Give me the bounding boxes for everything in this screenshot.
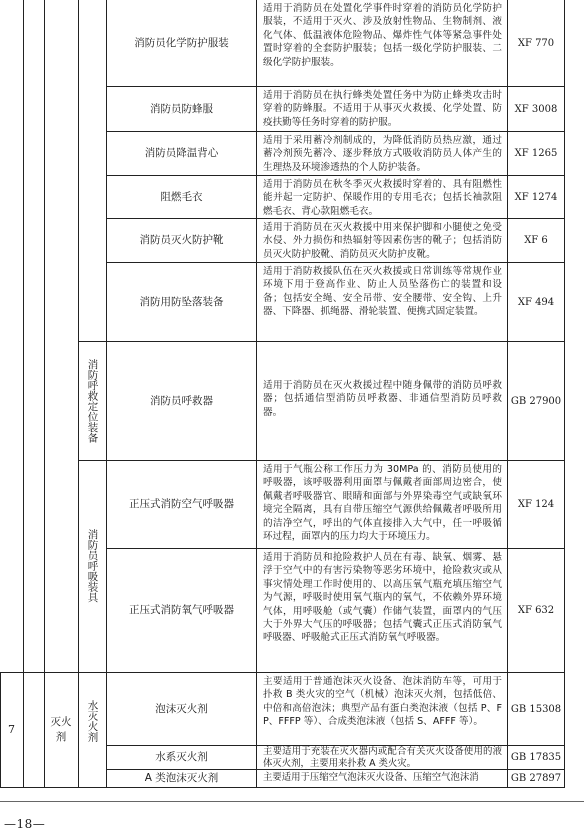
row-description: 适用于消防救援队伍在灭火救援或日常训练等常规作业环境下用于登高作业、防止人员坠落伤亡的装置和设备；包括安全绳、安全吊带、安全腰带、安全钩、上升器、下降器、抓绳器、滑轮装置、便携式固定装置。: [263, 266, 502, 318]
row-standard: XF 124: [517, 499, 555, 510]
row-description: 适用于消防员在灭火救援过程中随身佩带的消防员呼救器；包括通信型消防员呼救器、非通信型消防员呼救器。: [263, 380, 502, 418]
row-standard: XF 3008: [514, 103, 558, 115]
row-name: 水系灭火剂: [155, 751, 208, 763]
row-standard: GB 17835: [510, 752, 562, 763]
row-name: A 类泡沫灭火剂: [144, 772, 219, 784]
row-name: 泡沫灭火剂: [155, 702, 208, 715]
page-number: —18—: [4, 817, 46, 831]
row-description: 适用于采用蓄冷剂制成的，为降低消防员热应激，通过蓄冷剂预先蓄冷、逐步释放方式吸收消防员人体产生的生理热及环境渗透热的个人防护装备。: [263, 135, 502, 173]
row-standard: XF 6: [524, 235, 548, 246]
category-label: 灭火剂: [50, 715, 72, 743]
row-standard: XF 1265: [514, 148, 558, 159]
footer-divider: [0, 801, 584, 802]
row-name: 消防员化学防护服装: [134, 36, 229, 49]
row-standard: XF 770: [517, 37, 555, 49]
row-standard: GB 15308: [510, 703, 562, 715]
row-description: 适用于消防员在秋冬季灭火救援时穿着的、具有阻燃性能并起一定防护、保暖作用的专用毛衣；包括长袖款阻燃毛衣、背心款阻燃毛衣。: [263, 179, 502, 217]
group-label-water: 水灭火剂: [86, 699, 99, 742]
row-name: 消防员呼救器: [150, 394, 213, 407]
row-description: 主要适用于充装在灭火器内或配合有关灭火设备使用的液体灭火剂，主要用来扑救 A 类火灾。: [263, 746, 502, 769]
row-description: 主要适用于压缩空气泡沫灭火设备、压缩空气泡沫消: [263, 772, 479, 783]
row-name: 消防员灭火防护靴: [139, 234, 224, 246]
row-standard: XF 1274: [514, 191, 558, 203]
row-name: 阻燃毛衣: [160, 190, 203, 203]
row-description: 适用于消防员在执行蜂类处置任务中为防止蜂类攻击时穿着的防蜂服。不适用于从事灭火救援、化学处置、防疫扶勤等任务时穿着的防护服。: [263, 90, 502, 128]
row-name: 消防用防坠落装备: [139, 295, 224, 308]
item-number: 7: [8, 723, 15, 736]
row-description: 适用于消防员在灭火救援中用来保护脚和小腿使之免受水侵、外力损伤和热辐射等因素伤害的靴子；包括消防员灭火防护胶靴、消防员灭火防护皮靴。: [263, 222, 502, 260]
row-description: 适用于消防员和抢险救护人员在有毒、缺氧、烟雾、悬浮于空气中的有害污染物等恶劣环境中，抢险救灾或从事灾情处理工作时使用的、以高压氧气瓶充填压缩空气为气源，呼吸时使用氧气瓶内的氧气，不依赖外界环境气体，用呼吸舱（或气囊）作储气装置，面罩内的气压大于外界大气压的呼吸器；包括气囊式正压式消防氧气呼吸器、呼吸舱式正压式消防氧气呼吸器。: [263, 552, 502, 644]
row-name: 消防员降温背心: [144, 147, 219, 159]
row-name: 正压式消防空气呼吸器: [129, 498, 234, 510]
row-standard: GB 27900: [510, 395, 562, 407]
group-label-breathing: 消防员呼吸装具: [86, 529, 99, 603]
row-name: 正压式消防氧气呼吸器: [129, 604, 234, 616]
row-description: 适用于消防员在处置化学事件时穿着的消防员化学防护服装，不适用于灭火、涉及放射性物品、生物制剂、液化气体、低温液体危险物品、爆炸性气体等紧急事件处置时穿着的全套防护服装；包括一级化学防护服装、二级化学防护服装。: [263, 3, 502, 68]
row-standard: XF 494: [517, 296, 555, 308]
group-label-rescue-locator: 消防呼救定位装备: [86, 358, 99, 443]
row-description: 适用于气瓶公称工作压力为 30MPa 的、消防员使用的呼吸器，该呼吸器利用面罩与佩戴者面部周边密合，使佩戴者呼吸器官、眼睛和面部与外界染毒空气或缺氧环境完全隔离，具有自带压缩空气源供给佩戴者呼吸所用的洁净空气，呼出的气体直接排入大气中，任一呼吸循环过程，面罩内的压力均大于环境压力。: [263, 464, 502, 543]
row-standard: XF 632: [517, 605, 555, 616]
row-name: 消防员防蜂服: [150, 102, 213, 115]
row-description: 主要适用于普通泡沫灭火设备、泡沫消防车等，可用于扑救 B 类火灾的空气（机械）泡沫灭火剂，包括低倍、中倍和高倍泡沫；典型产品有蛋白类泡沫液（包括 P、FP、FFFP 等）、合成类泡沫液（包括 S、AFFF 等）。: [263, 676, 502, 728]
row-standard: GB 27897: [510, 773, 562, 784]
